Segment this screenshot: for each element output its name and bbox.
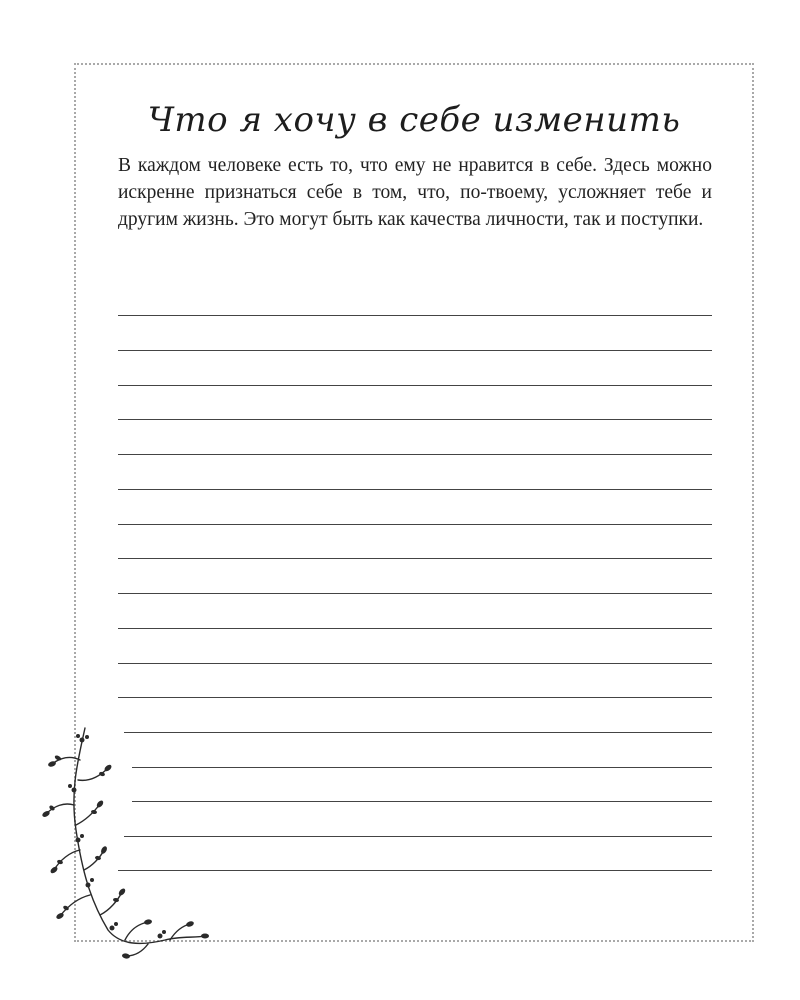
writing-line[interactable] (118, 489, 712, 490)
writing-line[interactable] (118, 524, 712, 525)
floral-sprig-icon (30, 720, 230, 960)
writing-line[interactable] (118, 593, 712, 594)
intro-paragraph: В каждом человеке есть то, что ему не нравится в себе. Здесь можно искренне признаться себе в том, что, по-твоему, усложняет тебе и другим жизнь. Это могут быть как качества личности, так и поступки. (118, 155, 712, 230)
writing-line[interactable] (118, 315, 712, 316)
writing-line[interactable] (118, 454, 712, 455)
writing-line[interactable] (118, 558, 712, 559)
page-title: Что я хочу в себе изменить (147, 100, 681, 140)
writing-line[interactable] (118, 697, 712, 698)
writing-line[interactable] (118, 385, 712, 386)
writing-line[interactable] (118, 663, 712, 664)
writing-line[interactable] (118, 419, 712, 420)
writing-line[interactable] (118, 628, 712, 629)
writing-line[interactable] (118, 350, 712, 351)
